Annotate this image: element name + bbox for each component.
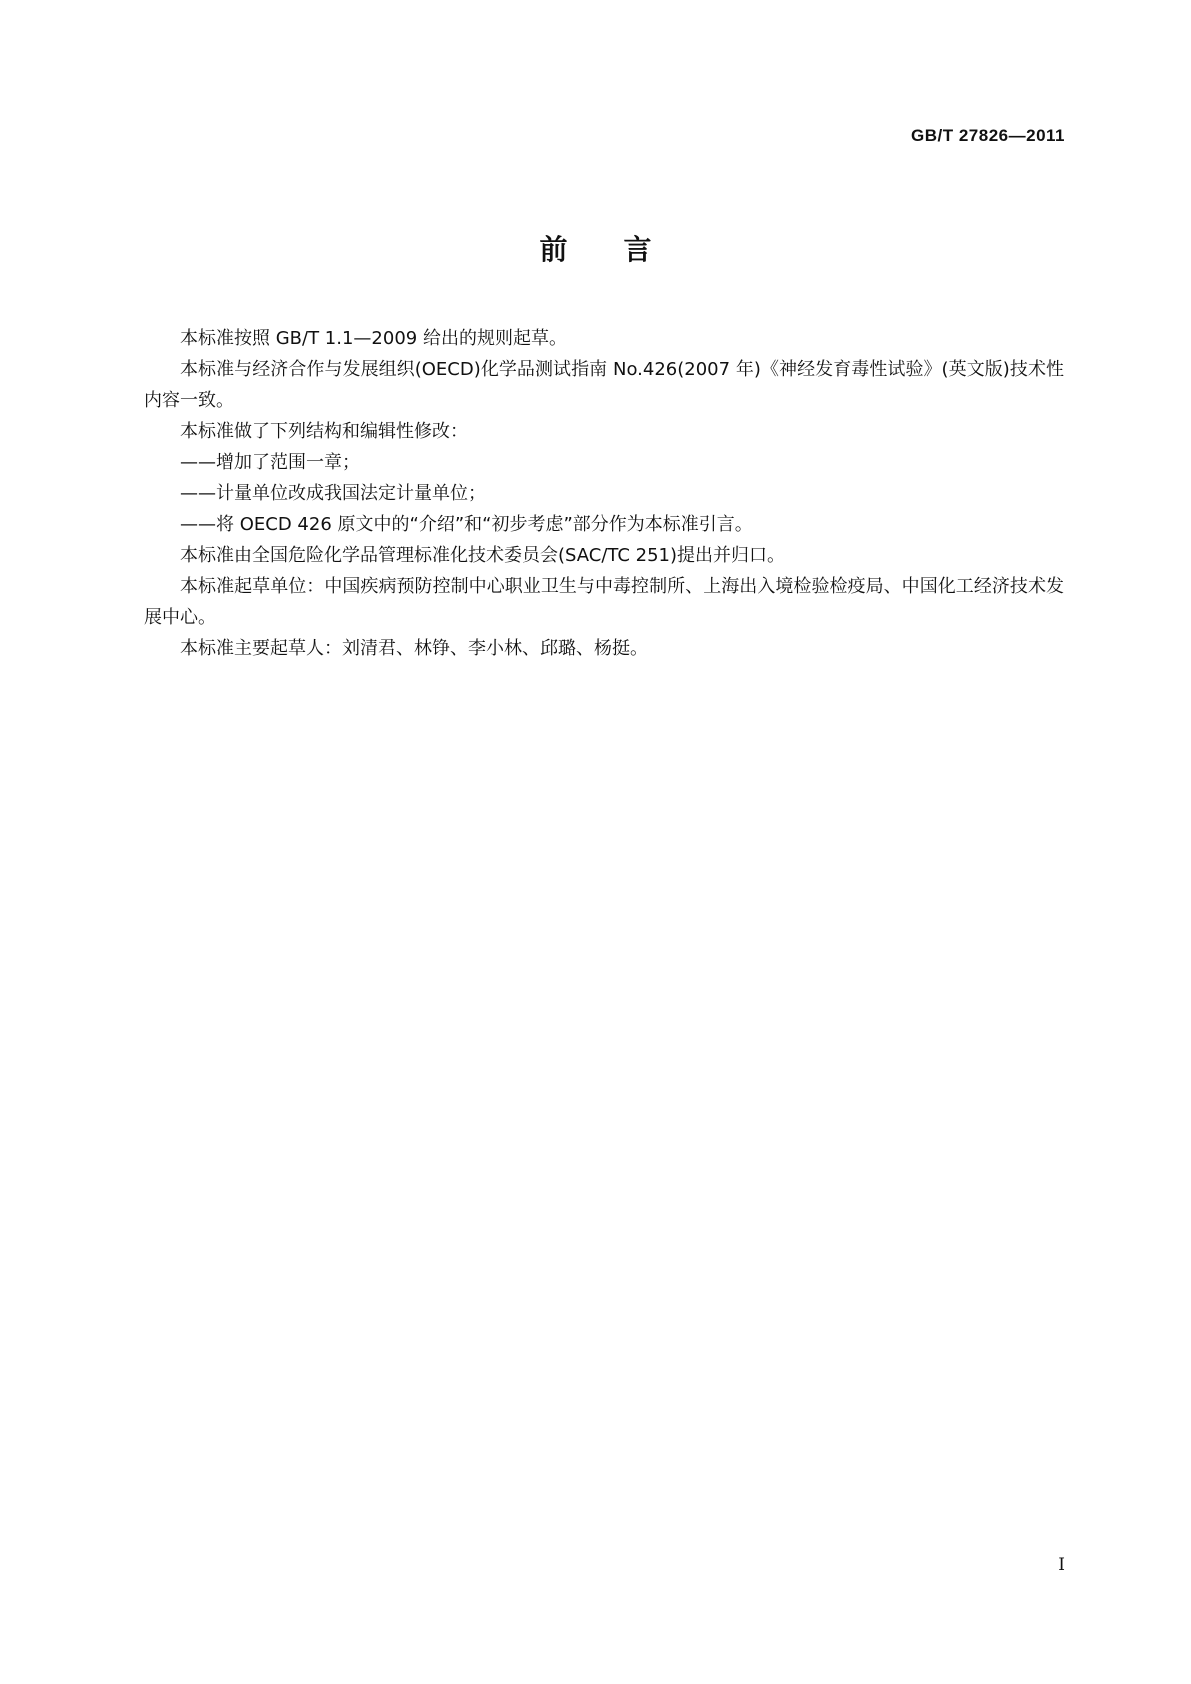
page-title: 前言 xyxy=(539,233,708,266)
paragraph-drafting-rules: 本标准按照 GB/T 1.1—2009 给出的规则起草。 xyxy=(180,328,567,349)
document-code: GB/T 27826—2011 xyxy=(911,126,1065,145)
paragraph-proposer: 本标准由全国危险化学品管理标准化技术委员会(SAC/TC 251)提出并归口。 xyxy=(180,545,786,566)
list-item-units: ——计量单位改成我国法定计量单位； xyxy=(180,483,486,504)
list-item-scope: ——增加了范围一章； xyxy=(180,452,360,473)
foreword-body xyxy=(144,323,1064,664)
paragraph-modifications: 本标准做了下列结构和编辑性修改： xyxy=(180,421,468,442)
paragraph-drafters: 本标准主要起草人：刘清君、林铮、李小林、邱璐、杨挺。 xyxy=(180,638,648,659)
paragraph-consistency: 本标准与经济合作与发展组织(OECD)化学品测试指南 No.426(2007 年)《神经发育毒性试验》(英文版)技术性内容一致。 xyxy=(144,359,1064,411)
page-number: I xyxy=(1058,1555,1065,1575)
paragraph-drafting-units: 本标准起草单位：中国疾病预防控制中心职业卫生与中毒控制所、上海出入境检验检疫局、中国化工经济技术发展中心。 xyxy=(144,576,1064,628)
list-item-introduction: ——将 OECD 426 原文中的“介绍”和“初步考虑”部分作为本标准引言。 xyxy=(180,514,753,535)
